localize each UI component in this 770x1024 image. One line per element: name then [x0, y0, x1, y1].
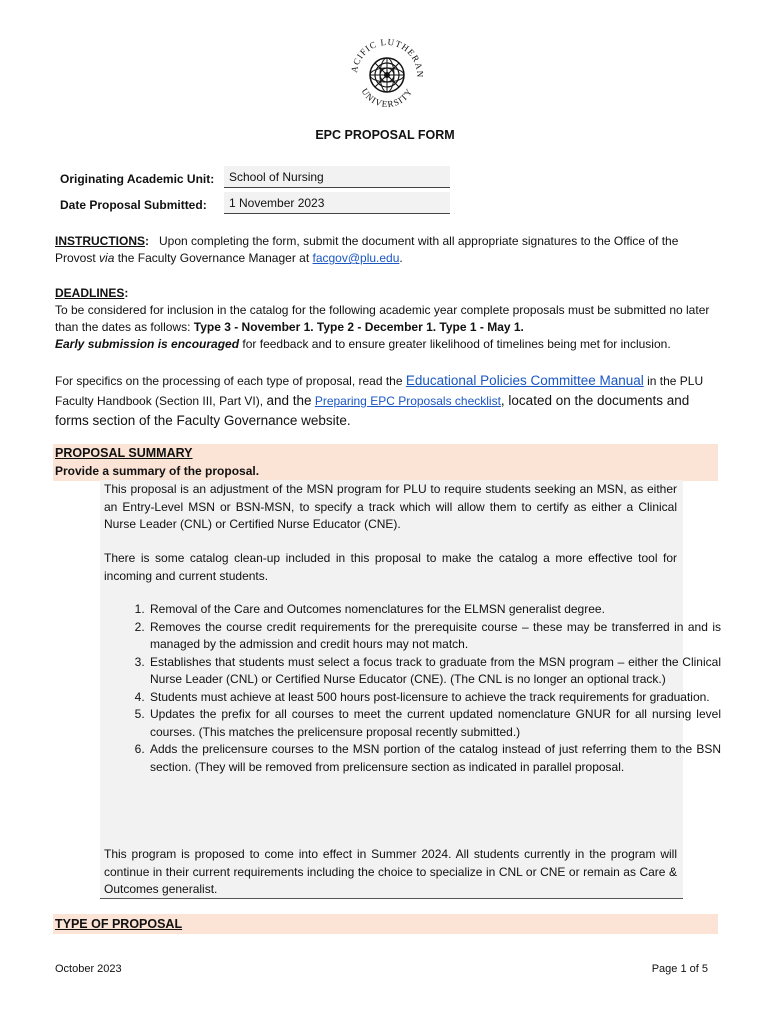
epc-checklist-link[interactable]: Preparing EPC Proposals checklist: [314, 394, 501, 408]
footer-page-number: Page 1 of 5: [651, 963, 708, 975]
plu-seal-icon: [347, 33, 427, 113]
list-item: 4. Students must achieve at least 500 hours post-licensure to achieve the track requirements for graduation.: [148, 689, 721, 707]
deadlines-text: To be considered for inclusion in the catalog for the following academic year complete proposals must be submitted no later than the dates as follows:: [55, 303, 710, 334]
early-submission-text: Early submission is encouraged: [55, 337, 240, 351]
list-item: 5. Updates the prefix for all courses to meet the current updated nomenclature GNUR for all nursing level courses. (This matches the prelicensure proposal recently submitted.): [148, 706, 721, 741]
epc-manual-link[interactable]: Educational Policies Committee Manual: [405, 373, 644, 388]
list-item: 3. Establishes that students must select a focus track to graduate from the MSN program – either the Clinical Nurse Leader (CNL) or Certified Nurse Educator (CNE). (The CNL is no longer an optional track.): [148, 654, 721, 689]
instructions-end: .: [399, 251, 403, 265]
proposal-summary-subheading: Provide a summary of the proposal.: [55, 464, 260, 478]
list-item: 6. Adds the prelicensure courses to the MSN portion of the catalog instead of just referring them to the BSN section. (They will be removed from prelicensure section as indicated in parallel proposal.: [148, 741, 721, 776]
specifics-paragraph: [55, 371, 710, 431]
specifics-text-1: For specifics on the processing of each type of proposal, read the: [55, 374, 403, 388]
instructions-via: via: [99, 251, 115, 265]
facgov-email-link[interactable]: facgov@plu.edu: [312, 251, 400, 265]
instructions-paragraph: INSTRUCTIONS: Upon completing the form, submit the document with all appropriate signatures to the Office of the Provost via the Faculty Governance Manager at facgov@plu.edu.: [55, 234, 679, 265]
svg-text:PACIFIC LUTHERAN: ACIFIC LUTHERAN: [348, 36, 426, 79]
deadlines-dates: Type 3 - November 1. Type 2 - December 1. Type 1 - May 1.: [193, 320, 524, 334]
instructions-heading: INSTRUCTIONS: [55, 234, 145, 248]
instructions-text: Upon completing the form, submit the document with all appropriate signatures to the Office of the Provost: [55, 234, 679, 265]
date-submitted-label: Date Proposal Submitted:: [60, 198, 207, 212]
svg-text:UNIVERSITY: UNIVERSITY: [359, 86, 415, 110]
specifics-text-2: in the PLU Faculty Handbook (Section III, Part VI),: [55, 374, 704, 408]
type-of-proposal-heading: TYPE OF PROPOSAL: [55, 917, 183, 931]
specifics-text-3: and the: [266, 393, 312, 408]
summary-paragraph-1: This proposal is an adjustment of the MSN program for PLU to require students seeking an MSN, as either an Entry-Level MSN or BSN-MSN, to specify a track which will allow them to certify as either a Clinical Nurse Leader (CNL) or Certified Nurse Educator (CNE).: [104, 482, 677, 531]
summary-paragraph-2: There is some catalog clean-up included in this proposal to make the catalog a more effective tool for incoming and current students.: [104, 551, 677, 583]
summary-paragraph-3: This program is proposed to come into effect in Summer 2024. All students currently in the program will continue in their current requirements including the choice to specialize in CNL or CNE or remain as Care & Outcomes generalist.: [104, 847, 677, 896]
specifics-text-4: , located on the documents and forms section of the Faculty Governance website.: [55, 393, 690, 428]
instructions-text-after: the Faculty Governance Manager at: [117, 251, 310, 265]
deadlines-paragraph: DEADLINES: To be considered for inclusion in the catalog for the following academic year complete proposals must be submitted no later than the dates as follows: Type 3 - November 1. Type 2 - December 1. Type 1 - May 1. Early submission is encouraged for feedback and to ensure greater likelihood of timelines being met for inclusion.: [55, 286, 710, 351]
form-title: EPC PROPOSAL FORM: [315, 128, 455, 142]
footer-date: October 2023: [55, 963, 122, 975]
list-item: 2. Removes the course credit requirements for the prerequisite course – these may be transferred in and is managed by the admission and credit hours may not match.: [148, 619, 721, 654]
date-submitted-field[interactable]: 1 November 2023: [224, 192, 450, 214]
proposal-summary-heading: PROPOSAL SUMMARY: [55, 446, 193, 460]
university-seal-logo: [347, 33, 427, 113]
list-item: 1. Removal of the Care and Outcomes nomenclatures for the ELMSN generalist degree.: [148, 601, 721, 619]
summary-items-list: [104, 601, 721, 776]
originating-unit-label: Originating Academic Unit:: [60, 172, 215, 186]
early-submission-rest: for feedback and to ensure greater likelihood of timelines being met for inclusion.: [242, 337, 671, 351]
originating-unit-field[interactable]: School of Nursing: [224, 166, 450, 188]
deadlines-heading: DEADLINES: [55, 286, 125, 300]
